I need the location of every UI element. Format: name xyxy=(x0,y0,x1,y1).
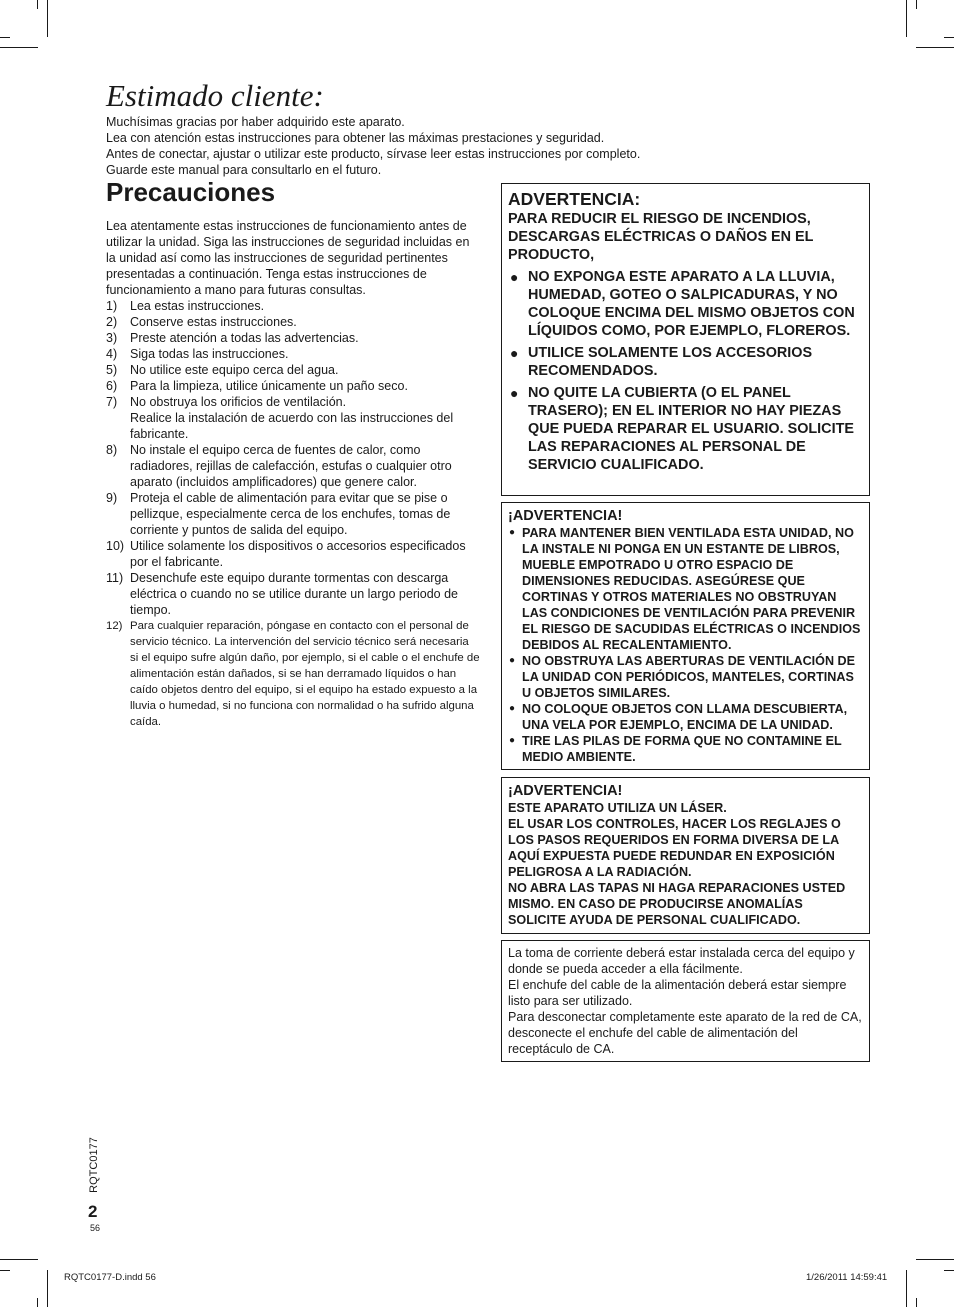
bullet-icon: ● xyxy=(509,655,516,666)
item-subtext: Realice la instalación de acuerdo con las instrucciones del fabricante. xyxy=(130,411,454,441)
item-text: No utilice este equipo cerca del agua. xyxy=(130,363,339,377)
list-item xyxy=(106,314,480,330)
warning-box-laser xyxy=(501,777,870,934)
warning-heading: ¡ADVERTENCIA! xyxy=(508,783,623,799)
warning-intro: PARA REDUCIR EL RIESGO DE INCENDIOS, DESCARGAS ELÉCTRICAS O DAÑOS EN EL PRODUCTO, xyxy=(508,211,814,263)
list-item xyxy=(508,384,863,474)
warning-text xyxy=(508,800,863,928)
item-number: 7) xyxy=(106,395,118,409)
list-item xyxy=(106,378,480,394)
item-text: Para la limpieza, utilice únicamente un paño seco. xyxy=(130,379,408,393)
list-item xyxy=(508,525,863,653)
crop-mark xyxy=(916,47,954,48)
list-item xyxy=(106,538,480,570)
intro-line: Lea con atención estas instrucciones para obtener las máximas prestaciones y seguridad. xyxy=(106,131,605,145)
crop-mark xyxy=(37,0,38,9)
item-number: 5) xyxy=(106,363,118,377)
list-item xyxy=(106,362,480,378)
item-text: NO OBSTRUYA LAS ABERTURAS DE VENTILACIÓN DE LA UNIDAD CON PERIÓDICOS, MANTELES, CORTINAS U OBJETOS SIMILARES. xyxy=(522,654,856,700)
item-text: Desenchufe este equipo durante tormentas con descarga eléctrica o cuando no se utilice durante un largo periodo de tiempo. xyxy=(130,571,458,617)
item-text: Conserve estas instrucciones. xyxy=(130,315,297,329)
crop-mark xyxy=(944,37,954,38)
crop-mark xyxy=(906,1270,907,1307)
warning-line: EL USAR LOS CONTROLES, HACER LOS REGLAJES O LOS PASOS REQUERIDOS EN FORMA DIVERSA DE LA AQUÍ EXPUESTA PUEDE REDUNDAR EN EXPOSICIÓN PELIGROSA A LA RADIACIÓN. xyxy=(508,817,841,879)
list-item xyxy=(508,701,863,733)
list-item xyxy=(106,490,480,538)
item-text: NO COLOQUE OBJETOS CON LLAMA DESCUBIERTA, UNA VELA POR EJEMPLO, ENCIMA DE LA UNIDAD. xyxy=(522,702,848,732)
document-code xyxy=(86,1130,102,1200)
precautions-heading: Precauciones xyxy=(106,177,276,207)
crop-mark xyxy=(47,0,48,37)
crop-mark xyxy=(47,1270,48,1307)
page-number: 2 xyxy=(88,1202,98,1221)
intro-text xyxy=(106,114,806,178)
item-number: 4) xyxy=(106,347,118,361)
item-text: Para cualquier reparación, póngase en contacto con el personal de servicio técnico. La intervención del servicio técnico será necesaria si el equipo sufre algún daño, por ejemplo, si el cable o el enchufe de alimentación están dañados, si se han derramado líquidos o han caído objetos dentro del equipo, si el equipo ha estado expuesto a la lluvia o humedad, si no funciona con normalidad o ha sufrido alguna caída. xyxy=(130,620,480,728)
item-text: No obstruya los orificios de ventilación. xyxy=(130,395,347,409)
crop-mark xyxy=(916,0,917,9)
item-text: Proteja el cable de alimentación para evitar que se pise o pellizque, especialmente cerca de los enchufes, tomas de corriente y puntos de salida del equipo. xyxy=(130,491,451,537)
crop-mark xyxy=(0,37,10,38)
warning-list xyxy=(508,268,863,474)
note-line: El enchufe del cable de la alimentación deberá estar siempre listo para ser utilizado. xyxy=(508,978,847,1008)
list-item xyxy=(508,653,863,701)
list-item xyxy=(106,394,480,442)
warning-heading: ADVERTENCIA: xyxy=(508,189,641,209)
bullet-icon: ● xyxy=(509,703,516,714)
list-item xyxy=(106,298,480,314)
item-number: 8) xyxy=(106,443,118,457)
item-text: NO QUITE LA CUBIERTA (O EL PANEL TRASERO); EN EL INTERIOR NO HAY PIEZAS QUE PUEDA REPARAR EL USUARIO. SOLICITE LAS REPARACIONES AL PERSONAL DE SERVICIO CUALIFICADO. xyxy=(528,385,854,473)
precautions-paragraph: Lea atentamente estas instrucciones de funcionamiento antes de utilizar la unidad. Siga las instrucciones de seguridad incluidas en la unidad así como las instrucciones de seguridad pertinentes presentadas a continuación. Tenga estas instrucciones de funcionamiento a mano para futuras consultas. xyxy=(106,219,470,297)
item-text: TIRE LAS PILAS DE FORMA QUE NO CONTAMINE EL MEDIO AMBIENTE. xyxy=(522,734,842,764)
bullet-icon: ● xyxy=(509,735,516,746)
note-box-power-outlet xyxy=(501,940,870,1062)
bullet-icon: ● xyxy=(510,269,519,285)
item-number: 2) xyxy=(106,315,118,329)
list-item xyxy=(106,330,480,346)
item-text: Preste atención a todas las advertencias. xyxy=(130,331,359,345)
item-text: Utilice solamente los dispositivos o accesorios especificados por el fabricante. xyxy=(130,539,466,569)
note-text xyxy=(508,945,863,1057)
item-text: No instale el equipo cerca de fuentes de calor, como radiadores, rejillas de calefacción, estufas o cualquier otro aparato (incluidos amplificadores) que genere calor. xyxy=(130,443,452,489)
item-number: 12) xyxy=(106,620,123,632)
crop-mark xyxy=(906,0,907,37)
item-number: 9) xyxy=(106,491,118,505)
item-number: 6) xyxy=(106,379,118,393)
precautions-list xyxy=(106,298,480,730)
list-item xyxy=(508,268,863,340)
note-line: La toma de corriente deberá estar instalada cerca del equipo y donde se pueda acceder a ella fácilmente. xyxy=(508,946,855,976)
warning-heading: ¡ADVERTENCIA! xyxy=(508,508,623,524)
crop-mark xyxy=(0,1259,38,1260)
bullet-icon: ● xyxy=(509,527,516,538)
item-number: 11) xyxy=(106,571,124,585)
warning-list xyxy=(508,525,863,765)
footer-file: RQTC0177-D.indd 56 xyxy=(64,1272,156,1283)
crop-mark xyxy=(0,47,38,48)
document-code-label: RQTC0177 xyxy=(88,1137,100,1193)
page-title: Estimado cliente: xyxy=(106,78,324,113)
list-item xyxy=(508,733,863,765)
list-item xyxy=(106,346,480,362)
note-line: Para desconectar completamente este aparato de la red de CA, desconecte el enchufe del cable de alimentación del receptáculo de CA. xyxy=(508,1010,862,1056)
intro-line: Muchísimas gracias por haber adquirido este aparato. xyxy=(106,115,405,129)
warning-box-ventilation xyxy=(501,502,870,770)
crop-mark xyxy=(37,1298,38,1307)
list-item xyxy=(106,618,480,730)
list-item xyxy=(106,570,480,618)
precautions-body xyxy=(106,218,480,730)
item-text: Lea estas instrucciones. xyxy=(130,299,265,313)
crop-mark xyxy=(0,1270,10,1271)
crop-mark xyxy=(916,1259,954,1260)
warning-line: ESTE APARATO UTILIZA UN LÁSER. xyxy=(508,801,727,815)
crop-mark xyxy=(916,1298,917,1307)
warning-line: NO ABRA LAS TAPAS NI HAGA REPARACIONES USTED MISMO. EN CASO DE PRODUCIRSE ANOMALÍAS SOLICITE AYUDA DE PERSONAL CUALIFICADO. xyxy=(508,881,846,927)
list-item xyxy=(106,442,480,490)
warning-box-fire xyxy=(501,183,870,496)
item-number: 1) xyxy=(106,299,118,313)
page-sub-number: 56 xyxy=(90,1223,101,1233)
bullet-icon: ● xyxy=(510,345,519,361)
intro-line: Guarde este manual para consultarlo en el futuro. xyxy=(106,163,382,177)
crop-mark xyxy=(944,1270,954,1271)
item-number: 10) xyxy=(106,539,125,553)
item-text: Siga todas las instrucciones. xyxy=(130,347,289,361)
intro-line: Antes de conectar, ajustar o utilizar este producto, sírvase leer estas instrucciones por completo. xyxy=(106,147,641,161)
item-text: UTILICE SOLAMENTE LOS ACCESORIOS RECOMENDADOS. xyxy=(528,345,813,379)
item-text: NO EXPONGA ESTE APARATO A LA LLUVIA, HUMEDAD, GOTEO O SALPICADURAS, Y NO COLOQUE ENCIMA DEL MISMO OBJETOS CON LÍQUIDOS COMO, POR EJEMPLO, FLOREROS. xyxy=(528,269,855,339)
bullet-icon: ● xyxy=(510,385,519,401)
item-number: 3) xyxy=(106,331,118,345)
list-item xyxy=(508,344,863,380)
item-text: PARA MANTENER BIEN VENTILADA ESTA UNIDAD, NO LA INSTALE NI PONGA EN UN ESTANTE DE LIBROS, MUEBLE EMPOTRADO U OTRO ESPACIO DE DIMENSIONES REDUCIDAS. ASEGÚRESE QUE CORTINAS Y OTROS MATERIALES NO OBSTRUYAN LAS CONDICIONES DE VENTILACIÓN PARA PREVENIR EL RIESGO DE SACUDIDAS ELÉCTRICAS O INCENDIOS DEBIDOS AL RECALENTAMIENTO. xyxy=(522,526,861,652)
footer-timestamp: 1/26/2011 14:59:41 xyxy=(806,1272,888,1283)
